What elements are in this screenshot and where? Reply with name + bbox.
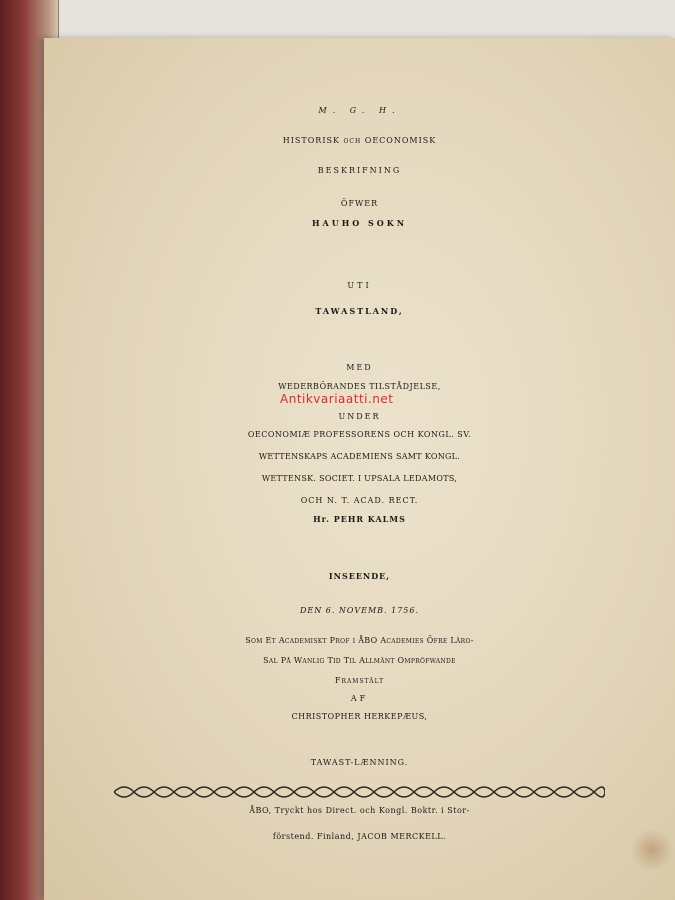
title-line-med: MED <box>346 363 373 372</box>
title-line-oeconomiae: OECONOMIÆ PROFESSORENS OCH KONGL. SV. <box>247 430 472 439</box>
title-line-inseende: INSEENDE, <box>328 571 391 581</box>
imprint-line-1: ÅBO, Tryckt hos Direct. och Kongl. Boktr. i Stor- <box>249 806 470 815</box>
title-line-af: AF <box>350 694 369 703</box>
watermark-text: Antikvariaatti.net <box>280 392 394 406</box>
title-line-pehr-kalms: Hr. PEHR KALMS <box>313 514 406 524</box>
title-line-date: DEN 6. NOVEMB. 1756. <box>299 606 420 615</box>
title-page <box>44 38 675 900</box>
author-name: CHRISTOPHER HERKEPÆUS, <box>291 712 428 721</box>
title-line-wederborandes: WEDERBÖRANDES TILSTÅDJELSE, <box>278 382 441 391</box>
title-line-sal: Sal På Wanlig Tid Til Allmänt Ompröfwande <box>263 656 456 665</box>
title-line-ofwer: ÖFWER <box>340 199 379 208</box>
title-line-wettensk: WETTENSK. SOCIET. I UPSALA LEDAMOTS, <box>261 474 458 483</box>
title-line-under: UNDER <box>338 412 381 421</box>
title-line-uti: UTI <box>347 281 372 290</box>
title-line-framstalt: Framstält <box>334 676 385 685</box>
paper-stain <box>629 830 675 870</box>
ornament-border <box>114 782 605 802</box>
title-line-som: Som Et Academiskt Prof i ÅBO Academies Öfre Läro- <box>245 636 474 645</box>
title-line-hauho-sokn: HAUHO SOKN <box>311 218 408 228</box>
title-line-wettenskaps: WETTENSKAPS ACADEMIENS SAMT KONGL. <box>258 452 461 461</box>
initials: M. G. H. <box>318 106 401 115</box>
title-line-historisk: HISTORISK och OECONOMISK <box>282 136 437 145</box>
title-line-tawastland: TAWASTLAND, <box>315 306 404 316</box>
title-line-och: OCH N. T. ACAD. RECT. <box>300 496 419 505</box>
author-origin: TAWAST-LÆNNING. <box>310 758 409 767</box>
imprint-line-2: förstend. Finland, JACOB MERCKELL. <box>272 832 447 841</box>
title-line-beskrifning: BESKRIFNING <box>317 166 402 175</box>
